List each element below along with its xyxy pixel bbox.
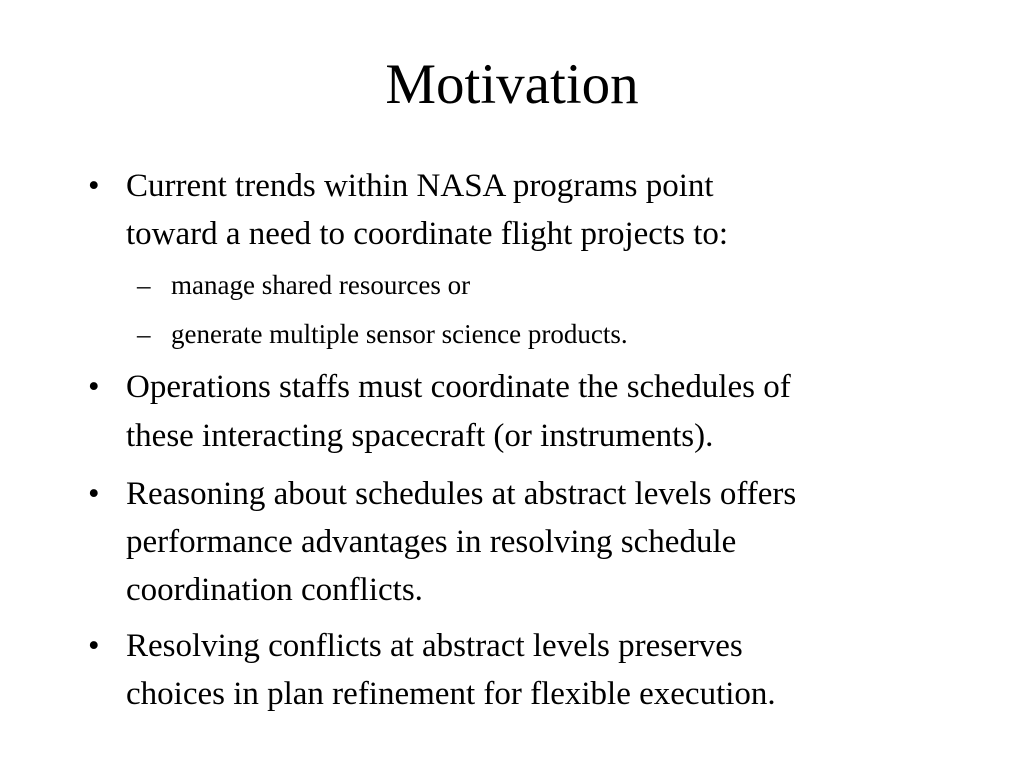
bullet-line: these interacting spacecraft (or instruments). [126,418,714,454]
bullet-marker: • [88,476,100,512]
bullet-marker: • [88,369,100,405]
bullet-line: Current trends within NASA programs point [126,168,714,204]
slide-title: Motivation [385,53,639,116]
sub-bullet-text: generate multiple sensor science products. [171,319,628,349]
bullet-line: choices in plan refinement for flexible execution. [126,676,776,712]
bullet-line: Reasoning about schedules at abstract levels offers [126,476,797,512]
sub-bullet-text: manage shared resources or [171,270,471,300]
bullet-line: toward a need to coordinate flight projects to: [126,216,729,252]
sub-bullet-marker: – [137,270,151,300]
bullet-line: Operations staffs must coordinate the schedules of [126,369,791,405]
bullet-marker: • [88,628,100,664]
bullet-line: coordination conflicts. [126,572,423,608]
bullet-marker: • [88,168,100,204]
bullet-line: performance advantages in resolving schedule [126,524,737,560]
sub-bullet-marker: – [137,319,151,349]
bullet-line: Resolving conflicts at abstract levels preserves [126,628,743,664]
